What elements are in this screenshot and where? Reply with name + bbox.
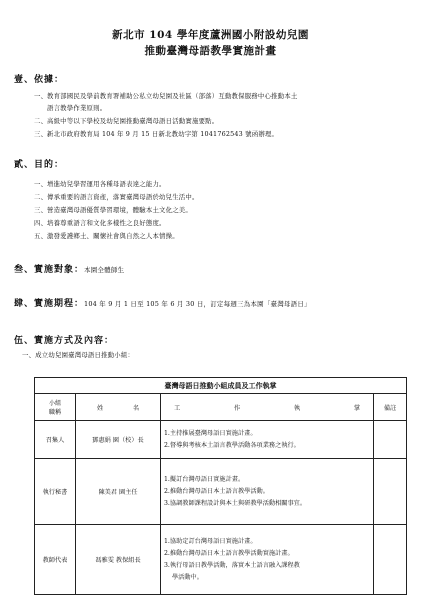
- section2-item-4: [34, 219, 166, 227]
- header-duties-char2: 作: [233, 404, 241, 412]
- section4-heading: 肆、實施期程：: [14, 299, 85, 309]
- row3-task-1: 1.協助定訂台灣母語日實施計畫。: [164, 537, 257, 545]
- section2-item-3-num: 三、: [34, 206, 48, 214]
- table-header-row: [35, 394, 407, 421]
- section2-item-4-num: 四、: [34, 219, 48, 227]
- row2-role: 執行秘書: [35, 459, 76, 525]
- section1-item-2-text: 高級中等以下學校及幼兒園推動臺灣母語日活動實施要點。: [47, 117, 219, 125]
- section1-item-1-num: 一、: [34, 92, 48, 100]
- row1-role: 召集人: [35, 421, 76, 459]
- section3-text: 本園全體師生: [84, 266, 125, 274]
- section2-heading: 貳、目的：: [14, 160, 65, 170]
- row1-task-2: 2.督導與考核本土語言教學活動各項業務之執行。: [164, 441, 300, 449]
- section2-item-5-text: 激發愛護鄉土、關懷社會與自然之人本情操。: [47, 232, 179, 240]
- row3-tasks: [161, 525, 374, 595]
- row3-task-2: 2.推動台灣母語日本土語言教學活動實施計畫。: [164, 549, 294, 557]
- row3-note: [374, 525, 407, 595]
- row3-name: 馮雅雯 教保組長: [76, 525, 161, 595]
- task-force-table: [34, 377, 407, 595]
- section2-item-4-text: 培養尊重語言和文化多樣性之良好態度。: [47, 219, 166, 227]
- row3-task-3-cont: 學活動中。: [172, 573, 203, 581]
- section2-item-5-num: 五、: [34, 232, 48, 240]
- section1-item-2: [34, 117, 218, 125]
- header-note: 備註: [374, 394, 407, 421]
- section1-item-2-num: 二、: [34, 117, 48, 125]
- header-role-line2: 職稱: [48, 409, 62, 416]
- section1-item-1-cont: 語言教學作業原則。: [47, 104, 107, 112]
- row1-name: 鄧惠娟 園（校）長: [76, 421, 161, 459]
- table-row: [35, 459, 407, 525]
- table-row: [35, 525, 407, 595]
- section4-text: 104 年 9 月 1 日至 105 年 6 月 30 日，訂定每週三為本園「臺灣母語日」: [84, 300, 311, 308]
- section5-subheading: 一、成立幼兒園臺灣母語日推動小組：: [22, 351, 135, 359]
- row1-task-1: 1.主持推展臺灣母語日實施計畫。: [164, 429, 257, 437]
- row2-name: 陳美君 園主任: [76, 459, 161, 525]
- header-duties-char1: 工: [174, 404, 181, 412]
- header-name: [76, 394, 161, 421]
- table-row: [35, 421, 407, 459]
- section3-heading: 叁、實施對象：: [14, 265, 85, 275]
- section2-item-2-num: 二、: [34, 193, 48, 201]
- header-name-char1: 姓: [97, 404, 104, 412]
- section2-item-2: [34, 193, 199, 201]
- section2-item-1: [34, 180, 166, 188]
- section1-item-1-line1: 教育部國民及學前教育署補助公私立幼兒園及社區（部落）互動教保服務中心推動本土: [47, 92, 298, 100]
- section4: [14, 296, 311, 309]
- row1-tasks: [161, 421, 374, 459]
- row3-role: 教師代表: [35, 525, 76, 595]
- header-role-line1: 小組: [48, 400, 62, 407]
- document-title-line1: 新北市 104 學年度蘆洲國小附設幼兒園: [112, 29, 309, 41]
- row2-task-2: 2.推動台灣母語日本土語言教學活動。: [164, 487, 269, 495]
- row2-note: [374, 459, 407, 525]
- section1-item-3: [34, 130, 278, 138]
- section2-item-1-num: 一、: [34, 180, 48, 188]
- header-name-char2: 名: [132, 404, 139, 412]
- document-title-line2: 推動臺灣母語教學實施計畫: [144, 45, 277, 57]
- section2-item-1-text: 增進幼兒學習運用各種母語表達之能力。: [47, 180, 166, 188]
- row2-tasks: [161, 459, 374, 525]
- section1-item-3-text: 新北市政府教育局 104 年 9 月 15 日新北教幼字第 1041762543 號函辦理。: [47, 130, 279, 138]
- section2-item-2-text: 傳承重要的語言資產，落實臺灣母語於幼兒生活中。: [47, 193, 199, 201]
- section3: [14, 262, 124, 275]
- section5-heading: 伍、實施方式及內容：: [14, 336, 115, 346]
- section2-item-3: [34, 206, 192, 214]
- section1-heading: 壹、依據：: [14, 75, 65, 85]
- section2-item-5: [34, 232, 179, 240]
- header-duties: [161, 394, 374, 421]
- row1-note: [374, 421, 407, 459]
- row2-task-3: 3.協調教師課程設計與本土與研教學活動相關事宜。: [164, 499, 307, 507]
- row2-task-1: 1.擬訂台灣母語日實施計畫。: [164, 475, 245, 483]
- row3-task-3: 3.執行母語日教學活動，落實本土語言融入課程教: [164, 561, 300, 569]
- header-duties-char3: 執: [293, 404, 301, 412]
- table-caption: 臺灣母語日推動小組成員及工作執掌: [35, 378, 407, 394]
- header-role: [35, 394, 76, 421]
- header-duties-char4: 掌: [353, 404, 360, 412]
- section1-item-1: [34, 92, 297, 100]
- section1-item-3-num: 三、: [34, 130, 48, 138]
- section2-item-3-text: 營造臺灣母語優質學習環境，體驗本土文化之美。: [47, 206, 192, 214]
